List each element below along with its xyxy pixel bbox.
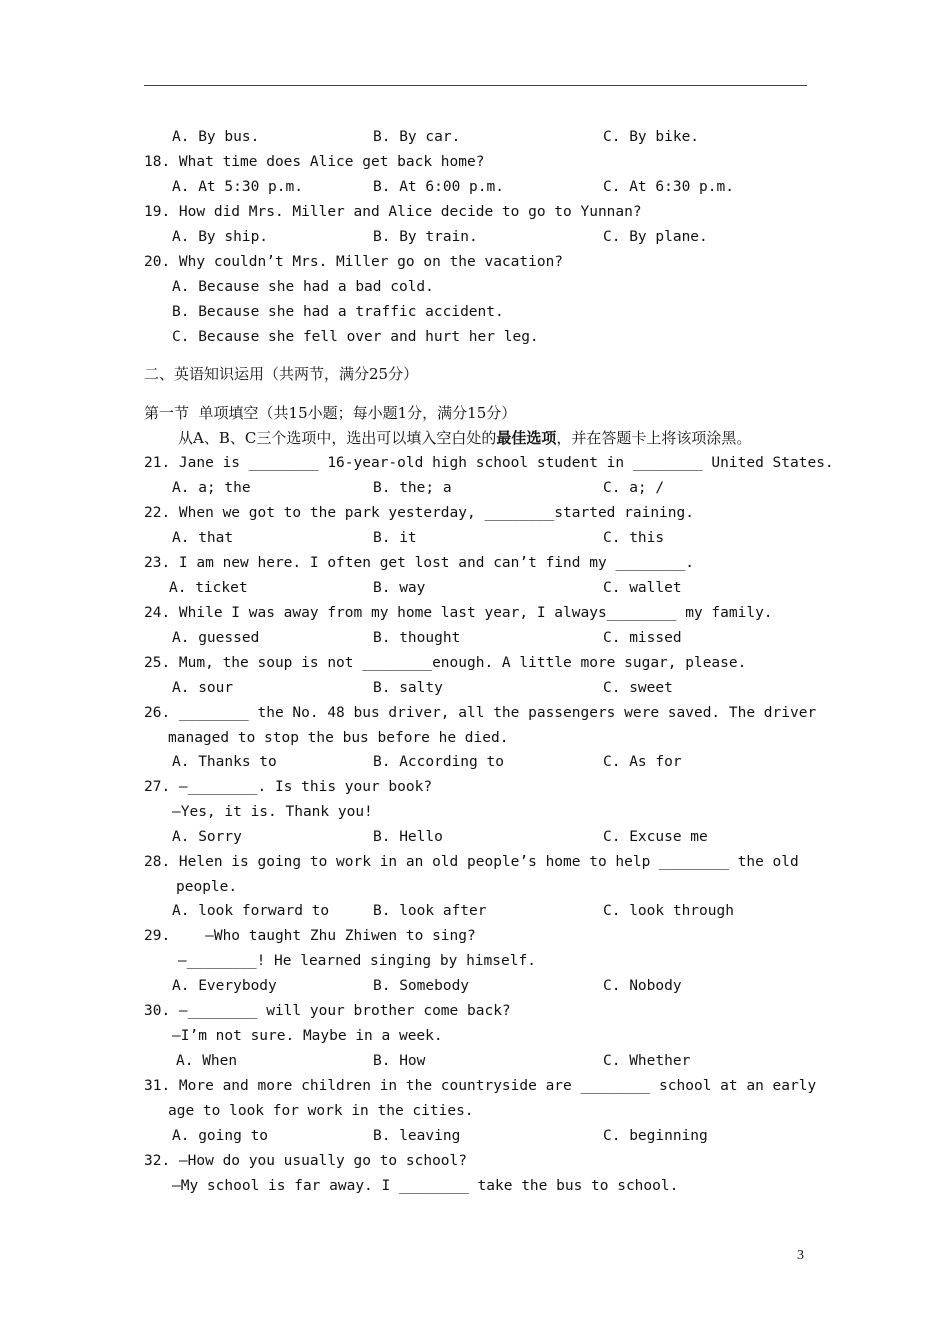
q20-option-a: A. Because she had a bad cold. (172, 279, 434, 295)
q26-stem: 26. ________ the No. 48 bus driver, all the passengers were saved. The driver (144, 705, 817, 721)
q17-option-b: B. By car. (373, 129, 461, 145)
q27-option-a: A. Sorry (172, 829, 242, 845)
q25-stem: 25. Mum, the soup is not ________enough. A little more sugar, please. (144, 655, 747, 671)
q19-option-b: B. By train. (373, 229, 478, 245)
q21-option-a: A. a; the (172, 480, 251, 496)
q31-stem-cont: age to look for work in the cities. (168, 1103, 474, 1119)
q20-option-b: B. Because she had a traffic accident. (172, 304, 504, 320)
q27-stem-cont: —Yes, it is. Thank you! (172, 804, 373, 820)
q23-option-b: B. way (373, 580, 426, 596)
q18-stem: 18. What time does Alice get back home? (144, 154, 485, 170)
q32-stem: 32. —How do you usually go to school? (144, 1153, 468, 1169)
q30-option-c: C. Whether (603, 1053, 691, 1069)
q30-stem-cont: —I’m not sure. Maybe in a week. (172, 1028, 443, 1044)
q29-option-c: C. Nobody (603, 978, 682, 994)
q29-option-a: A. Everybody (172, 978, 277, 994)
q26-stem-cont: managed to stop the bus before he died. (168, 730, 509, 746)
q23-option-a: A. ticket (169, 580, 248, 596)
q22-option-a: A. that (172, 530, 234, 546)
q21-option-b: B. the; a (373, 480, 452, 496)
q26-option-a: A. Thanks to (172, 754, 277, 770)
q23-stem: 23. I am new here. I often get lost and can’t find my ________. (144, 555, 694, 571)
q27-option-c: C. Excuse me (603, 829, 708, 845)
part-title: 第一节 单项填空（共15小题；每小题1分，满分15分） (144, 404, 517, 422)
q27-option-b: B. Hello (373, 829, 443, 845)
q18-option-a: A. At 5:30 p.m. (172, 179, 303, 195)
q18-option-b: B. At 6:00 p.m. (373, 179, 504, 195)
q19-stem: 19. How did Mrs. Miller and Alice decide to go to Yunnan? (144, 204, 642, 220)
q30-option-b: B. How (373, 1053, 426, 1069)
q20-stem: 20. Why couldn’t Mrs. Miller go on the vacation? (144, 254, 564, 270)
q28-option-a: A. look forward to (172, 903, 330, 919)
q31-option-b: B. leaving (373, 1128, 461, 1144)
q28-option-c: C. look through (603, 903, 734, 919)
section-title: 二、英语知识运用（共两节，满分25分） (144, 365, 419, 383)
q25-option-b: B. salty (373, 680, 443, 696)
q31-option-a: A. going to (172, 1128, 269, 1144)
q24-option-b: B. thought (373, 630, 461, 646)
q23-option-c: C. wallet (603, 580, 682, 596)
q28-stem: 28. Helen is going to work in an old people’s home to help ________ the old (144, 854, 799, 870)
header-rule (144, 85, 807, 86)
q20-option-c: C. Because she fell over and hurt her leg. (172, 329, 539, 345)
q25-option-a: A. sour (172, 680, 234, 696)
instr-post: ，并在答题卡上将该项涂黑。 (556, 429, 752, 447)
q22-option-b: B. it (373, 530, 417, 546)
q17-option-a: A. By bus. (172, 129, 260, 145)
q27-stem: 27. —________. Is this your book? (144, 779, 433, 795)
q21-stem: 21. Jane is ________ 16-year-old high school student in ________ United States. (144, 455, 834, 471)
q28-option-b: B. look after (373, 903, 487, 919)
q29-option-b: B. Somebody (373, 978, 470, 994)
q31-stem: 31. More and more children in the countryside are ________ school at an early (144, 1078, 817, 1094)
q31-option-c: C. beginning (603, 1128, 708, 1144)
q24-option-a: A. guessed (172, 630, 260, 646)
q26-option-c: C. As for (603, 754, 682, 770)
q22-option-c: C. this (603, 530, 665, 546)
q30-stem: 30. —________ will your brother come back? (144, 1003, 511, 1019)
instr-bold: 最佳选项 (496, 429, 557, 447)
q29-stem-cont: —________! He learned singing by himself. (178, 953, 536, 969)
q32-stem-cont: —My school is far away. I ________ take the bus to school. (172, 1178, 679, 1194)
q24-stem: 24. While I was away from my home last year, I always________ my family. (144, 605, 773, 621)
q24-option-c: C. missed (603, 630, 682, 646)
q22-stem: 22. When we got to the park yesterday, ________started raining. (144, 505, 694, 521)
q28-stem-cont: people. (176, 879, 238, 895)
q29-stem: 29. —Who taught Zhu Zhiwen to sing? (144, 928, 476, 944)
q25-option-c: C. sweet (603, 680, 673, 696)
q30-option-a: A. When (176, 1053, 238, 1069)
page-number: 3 (797, 1248, 804, 1263)
q19-option-c: C. By plane. (603, 229, 708, 245)
instr-pre: 从A、B、C三个选项中，选出可以填入空白处的 (178, 429, 497, 447)
part-instructions (178, 429, 751, 447)
q18-option-c: C. At 6:30 p.m. (603, 179, 734, 195)
q17-option-c: C. By bike. (603, 129, 700, 145)
q19-option-a: A. By ship. (172, 229, 269, 245)
q21-option-c: C. a; / (603, 480, 665, 496)
q26-option-b: B. According to (373, 754, 504, 770)
